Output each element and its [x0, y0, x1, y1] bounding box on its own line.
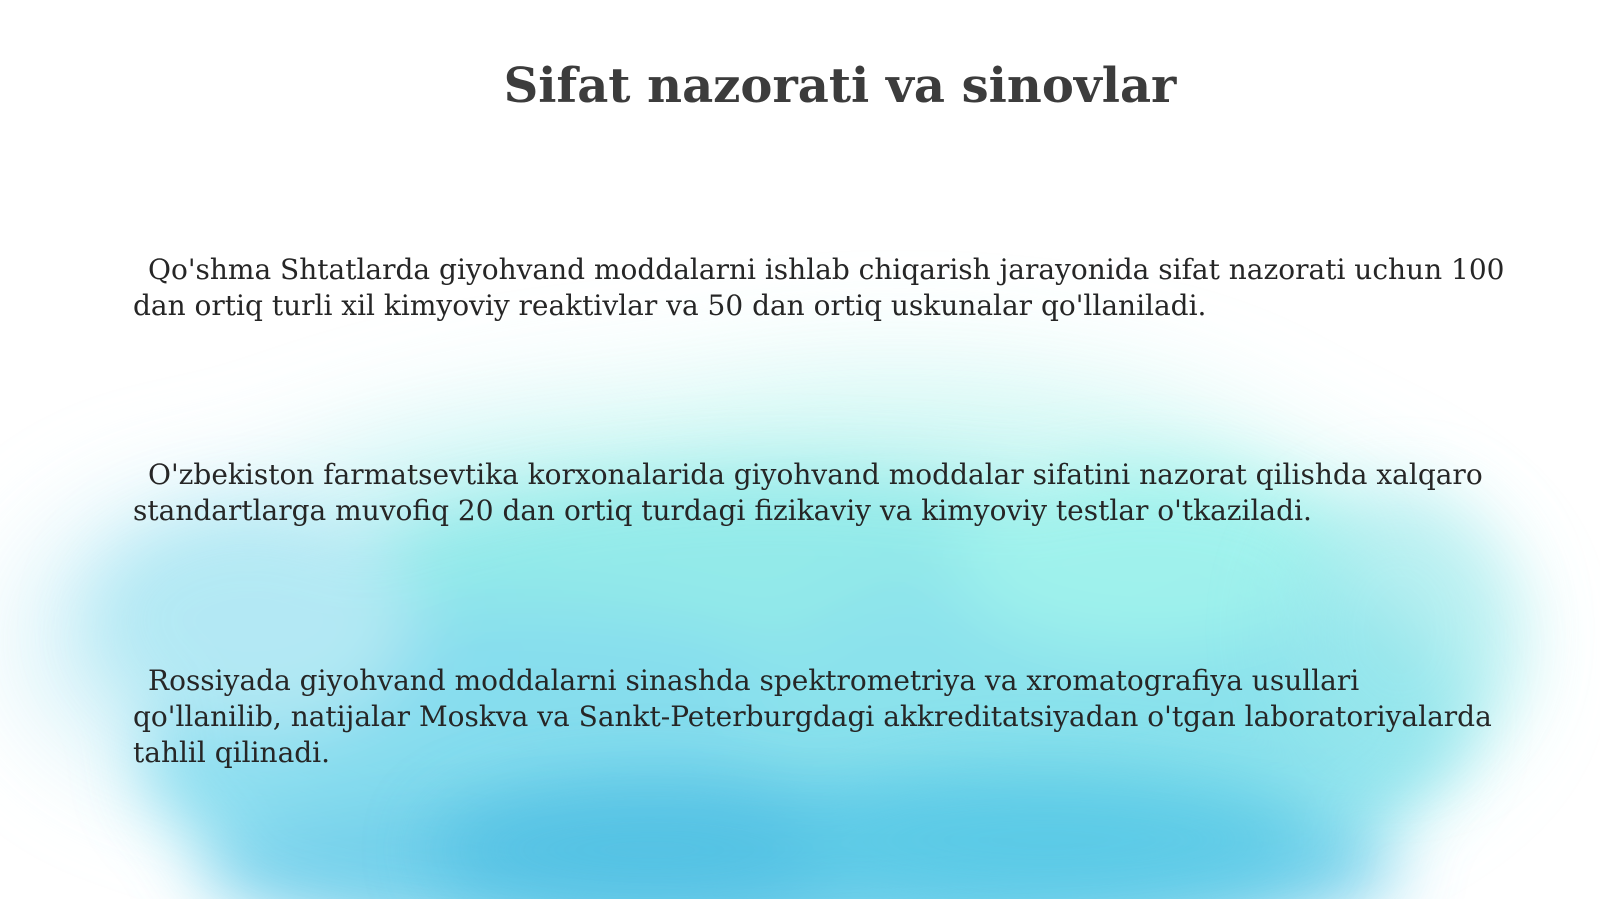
paragraph-uzbekistan: O'zbekiston farmatsevtika korxonalarida giyohvand moddalar sifatini nazorat qilishda xalqaro standartlarga muvofiq 20 dan ortiq turdagi fizikaviy va kimyoviy testlar o'tkaziladi.: [133, 458, 1483, 527]
paragraph-russia: Rossiyada giyohvand moddalarni sinashda spektrometriya va xromatografiya usullari qo'llanilib, natijalar Moskva va Sankt-Peterburgdagi akkreditatsiyadan o'tgan laboratoriyalarda tahlil qilinadi.: [133, 664, 1492, 769]
paragraph-usa: Qo'shma Shtatlarda giyohvand moddalarni ishlab chiqarish jarayonida sifat nazorati uchun 100 dan ortiq turli xil kimyoviy reaktivlar va 50 dan ortiq uskunalar qo'llaniladi.: [133, 253, 1505, 322]
slide-title: Sifat nazorati va sinovlar: [503, 58, 1177, 114]
